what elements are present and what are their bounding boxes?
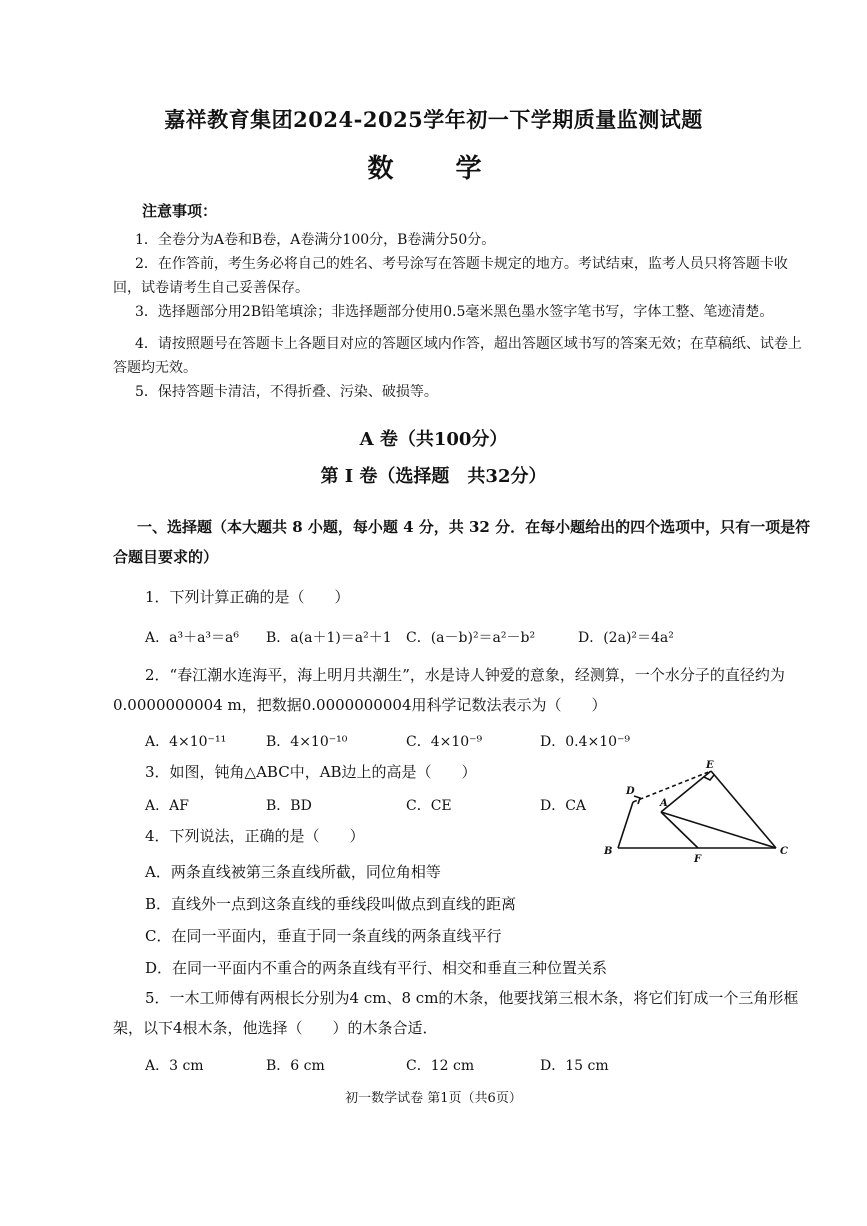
q5-option-a: A．3 cm	[145, 1058, 204, 1074]
q1-option-a: A．a³＋a³＝a⁶	[145, 630, 239, 646]
segment-ec	[711, 771, 776, 848]
section-one-title: 第 I 卷（选择题 共32分）	[320, 466, 547, 487]
segment-bd	[618, 802, 633, 848]
note-item: 5．保持答题卡清洁，不得折叠、污染、破损等。	[135, 384, 438, 400]
right-angle-d	[634, 796, 640, 804]
q2-option-b: B．4×10⁻¹⁰	[266, 734, 348, 750]
question-4-stem: 4．下列说法，正确的是（ ）	[145, 827, 365, 845]
note-item: 2．在作答前，考生务必将自己的姓名、考号涂写在答题卡规定的地方。考试结束，监考人员只将答题卡收回，试卷请考生自己妥善保存。	[113, 256, 788, 296]
page-footer: 初一数学试卷 第1页（共6页）	[345, 1091, 522, 1106]
triangle-figure	[590, 758, 800, 868]
q5-option-d: D．15 cm	[540, 1058, 609, 1074]
q5-option-b: B．6 cm	[266, 1058, 325, 1074]
label-d: D	[626, 786, 635, 797]
note-item: 4．请按照题号在答题卡上各题目对应的答题区域内作答，超出答题区域书写的答案无效；在草稿纸、试卷上答题均无效。	[113, 336, 802, 376]
question-5-stem: 5．一木工师傅有两根长分别为4 cm、8 cm的木条，他要找第三根木条，将它们钉成一个三角形框架，以下4根木条，他选择（ ）的木条合适．	[113, 989, 799, 1037]
subject-title: 数 学	[367, 154, 500, 184]
question-3-stem: 3．如图，钝角△ABC中，AB边上的高是（ ）	[145, 763, 477, 781]
label-a: A	[660, 798, 668, 809]
q3-option-d: D．CA	[540, 798, 587, 814]
q5-option-c: C．12 cm	[406, 1058, 475, 1074]
q2-option-d: D．0.4×10⁻⁹	[540, 734, 631, 750]
segment-ac	[661, 812, 776, 848]
label-c: C	[780, 846, 788, 857]
part-heading: 一、选择题（本大题共 8 小题，每小题 4 分，共 32 分．在每小题给出的四个选项中，只有一项是符合题目要求的）	[113, 518, 811, 566]
note-item: 1．全卷分为A卷和B卷，A卷满分100分，B卷满分50分。	[135, 232, 496, 248]
q2-option-a: A．4×10⁻¹¹	[145, 734, 227, 750]
q1-option-d: D．(2a)²＝4a²	[578, 630, 674, 646]
q3-option-a: A．AF	[145, 798, 189, 814]
q2-option-c: C．4×10⁻⁹	[406, 734, 483, 750]
q1-option-c: C．(a－b)²＝a²－b²	[406, 630, 536, 646]
question-1-stem: 1．下列计算正确的是（ ）	[145, 588, 350, 606]
label-f: F	[694, 854, 702, 865]
label-e: E	[706, 760, 714, 771]
question-2-stem: 2．“春江潮水连海平，海上明月共潮生”，水是诗人钟爱的意象，经测算，一个水分子的直径约为0.0000000004 m，把数据0.0000000004用科学记数法表示为（ ）	[113, 666, 785, 714]
q3-option-b: B．BD	[266, 798, 312, 814]
q4-option-c: C．在同一平面内，垂直于同一条直线的两条直线平行	[145, 927, 502, 945]
note-item: 3．选择题部分用2B铅笔填涂；非选择题部分使用0.5毫米黑色墨水签字笔书写，字体工整、笔迹清楚。	[135, 304, 774, 320]
label-b: B	[604, 846, 613, 857]
q4-option-a: A．两条直线被第三条直线所截，同位角相等	[145, 863, 441, 881]
exam-title: 嘉祥教育集团2024-2025学年初一下学期质量监测试题	[164, 107, 703, 132]
q4-option-d: D．在同一平面内不重合的两条直线有平行、相交和垂直三种位置关系	[145, 959, 608, 977]
q1-option-b: B．a(a＋1)＝a²＋1	[266, 630, 392, 646]
segment-de	[633, 771, 711, 802]
q3-option-c: C．CE	[406, 798, 452, 814]
q4-option-b: B．直线外一点到这条直线的垂线段叫做点到直线的距离	[145, 895, 517, 913]
segment-ae	[661, 771, 711, 812]
section-a-title: A 卷（共100分）	[359, 429, 508, 450]
notes-heading: 注意事项：	[142, 202, 218, 220]
